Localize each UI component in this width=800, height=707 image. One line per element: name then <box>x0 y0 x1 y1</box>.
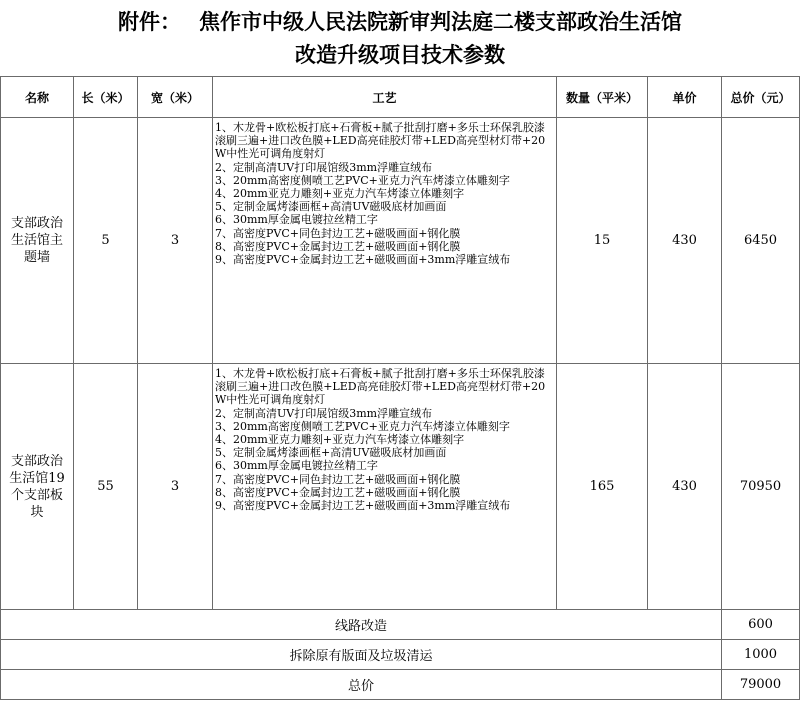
row-quantity: 165 <box>557 364 648 610</box>
craft-item: 1、木龙骨+欧松板打底+石膏板+腻子批刮打磨+多乐士环保乳胶漆滚刷三遍+进口改色膜+LED高亮硅胶灯带+LED高亮型材灯带+20W中性光可调角度射灯 <box>215 121 546 161</box>
row-craft <box>213 364 557 610</box>
table-row <box>1 118 800 364</box>
row-total: 70950 <box>722 364 800 610</box>
row-craft <box>213 118 557 364</box>
title-prefix: 附件： <box>118 10 181 34</box>
header-width: 宽（米） <box>138 77 213 118</box>
craft-item: 3、20mm高密度侧喷工艺PVC+亚克力汽车烤漆立体雕刻字 <box>215 419 510 433</box>
craft-item: 4、20mm亚克力雕刻+亚克力汽车烤漆立体雕刻字 <box>215 433 465 447</box>
row-name: 支部政治生活馆19个支部板块 <box>1 364 74 610</box>
row-unit-price: 430 <box>648 364 722 610</box>
summary-row-grand-total <box>1 670 800 700</box>
table-header-row <box>1 77 800 118</box>
summary-value: 1000 <box>722 640 800 670</box>
spec-table <box>0 76 800 700</box>
summary-value: 600 <box>722 610 800 640</box>
craft-item: 8、高密度PVC+金属封边工艺+磁吸画面+钢化膜 <box>215 239 461 253</box>
row-unit-price: 430 <box>648 118 722 364</box>
header-quantity: 数量（平米） <box>557 77 648 118</box>
craft-item: 2、定制高清UV打印展馆级3mm浮雕宣绒布 <box>215 160 433 174</box>
summary-value: 79000 <box>722 670 800 700</box>
craft-item: 3、20mm高密度侧喷工艺PVC+亚克力汽车烤漆立体雕刻字 <box>215 173 510 187</box>
craft-item: 5、定制金属烤漆画框+高清UV磁吸底材加画面 <box>215 200 447 214</box>
title-main: 焦作市中级人民法院新审判法庭二楼支部政治生活馆 <box>199 10 682 34</box>
summary-label: 线路改造 <box>1 610 722 640</box>
craft-item: 2、定制高清UV打印展馆级3mm浮雕宣绒布 <box>215 406 433 420</box>
document-title <box>0 0 800 76</box>
row-name: 支部政治生活馆主题墙 <box>1 118 74 364</box>
craft-item: 9、高密度PVC+金属封边工艺+磁吸画面+3mm浮雕宣绒布 <box>215 499 511 513</box>
header-length: 长（米） <box>74 77 138 118</box>
title-line-2: 改造升级项目技术参数 <box>295 43 505 67</box>
title-line-1 <box>0 8 800 36</box>
summary-label: 总价 <box>1 670 722 700</box>
craft-item: 9、高密度PVC+金属封边工艺+磁吸画面+3mm浮雕宣绒布 <box>215 253 511 267</box>
craft-item: 5、定制金属烤漆画框+高清UV磁吸底材加画面 <box>215 446 447 460</box>
craft-item: 7、高密度PVC+同色封边工艺+磁吸画面+钢化膜 <box>215 472 461 486</box>
craft-item: 8、高密度PVC+金属封边工艺+磁吸画面+钢化膜 <box>215 485 461 499</box>
summary-label: 拆除原有版面及垃圾清运 <box>1 640 722 670</box>
summary-row-demolition <box>1 640 800 670</box>
row-width: 3 <box>138 118 213 364</box>
craft-item: 6、30mm厚金属电镀拉丝精工字 <box>215 459 378 473</box>
header-craft: 工艺 <box>213 77 557 118</box>
craft-item: 6、30mm厚金属电镀拉丝精工字 <box>215 213 378 227</box>
header-total: 总价（元） <box>722 77 800 118</box>
row-total: 6450 <box>722 118 800 364</box>
row-width: 3 <box>138 364 213 610</box>
row-length: 55 <box>74 364 138 610</box>
craft-item: 4、20mm亚克力雕刻+亚克力汽车烤漆立体雕刻字 <box>215 187 465 201</box>
row-quantity: 15 <box>557 118 648 364</box>
craft-item: 1、木龙骨+欧松板打底+石膏板+腻子批刮打磨+多乐士环保乳胶漆滚刷三遍+进口改色膜+LED高亮硅胶灯带+LED高亮型材灯带+20W中性光可调角度射灯 <box>215 367 546 407</box>
row-length: 5 <box>74 118 138 364</box>
header-unit-price: 单价 <box>648 77 722 118</box>
summary-row-wiring <box>1 610 800 640</box>
table-row <box>1 364 800 610</box>
craft-item: 7、高密度PVC+同色封边工艺+磁吸画面+钢化膜 <box>215 226 461 240</box>
header-name: 名称 <box>1 77 74 118</box>
